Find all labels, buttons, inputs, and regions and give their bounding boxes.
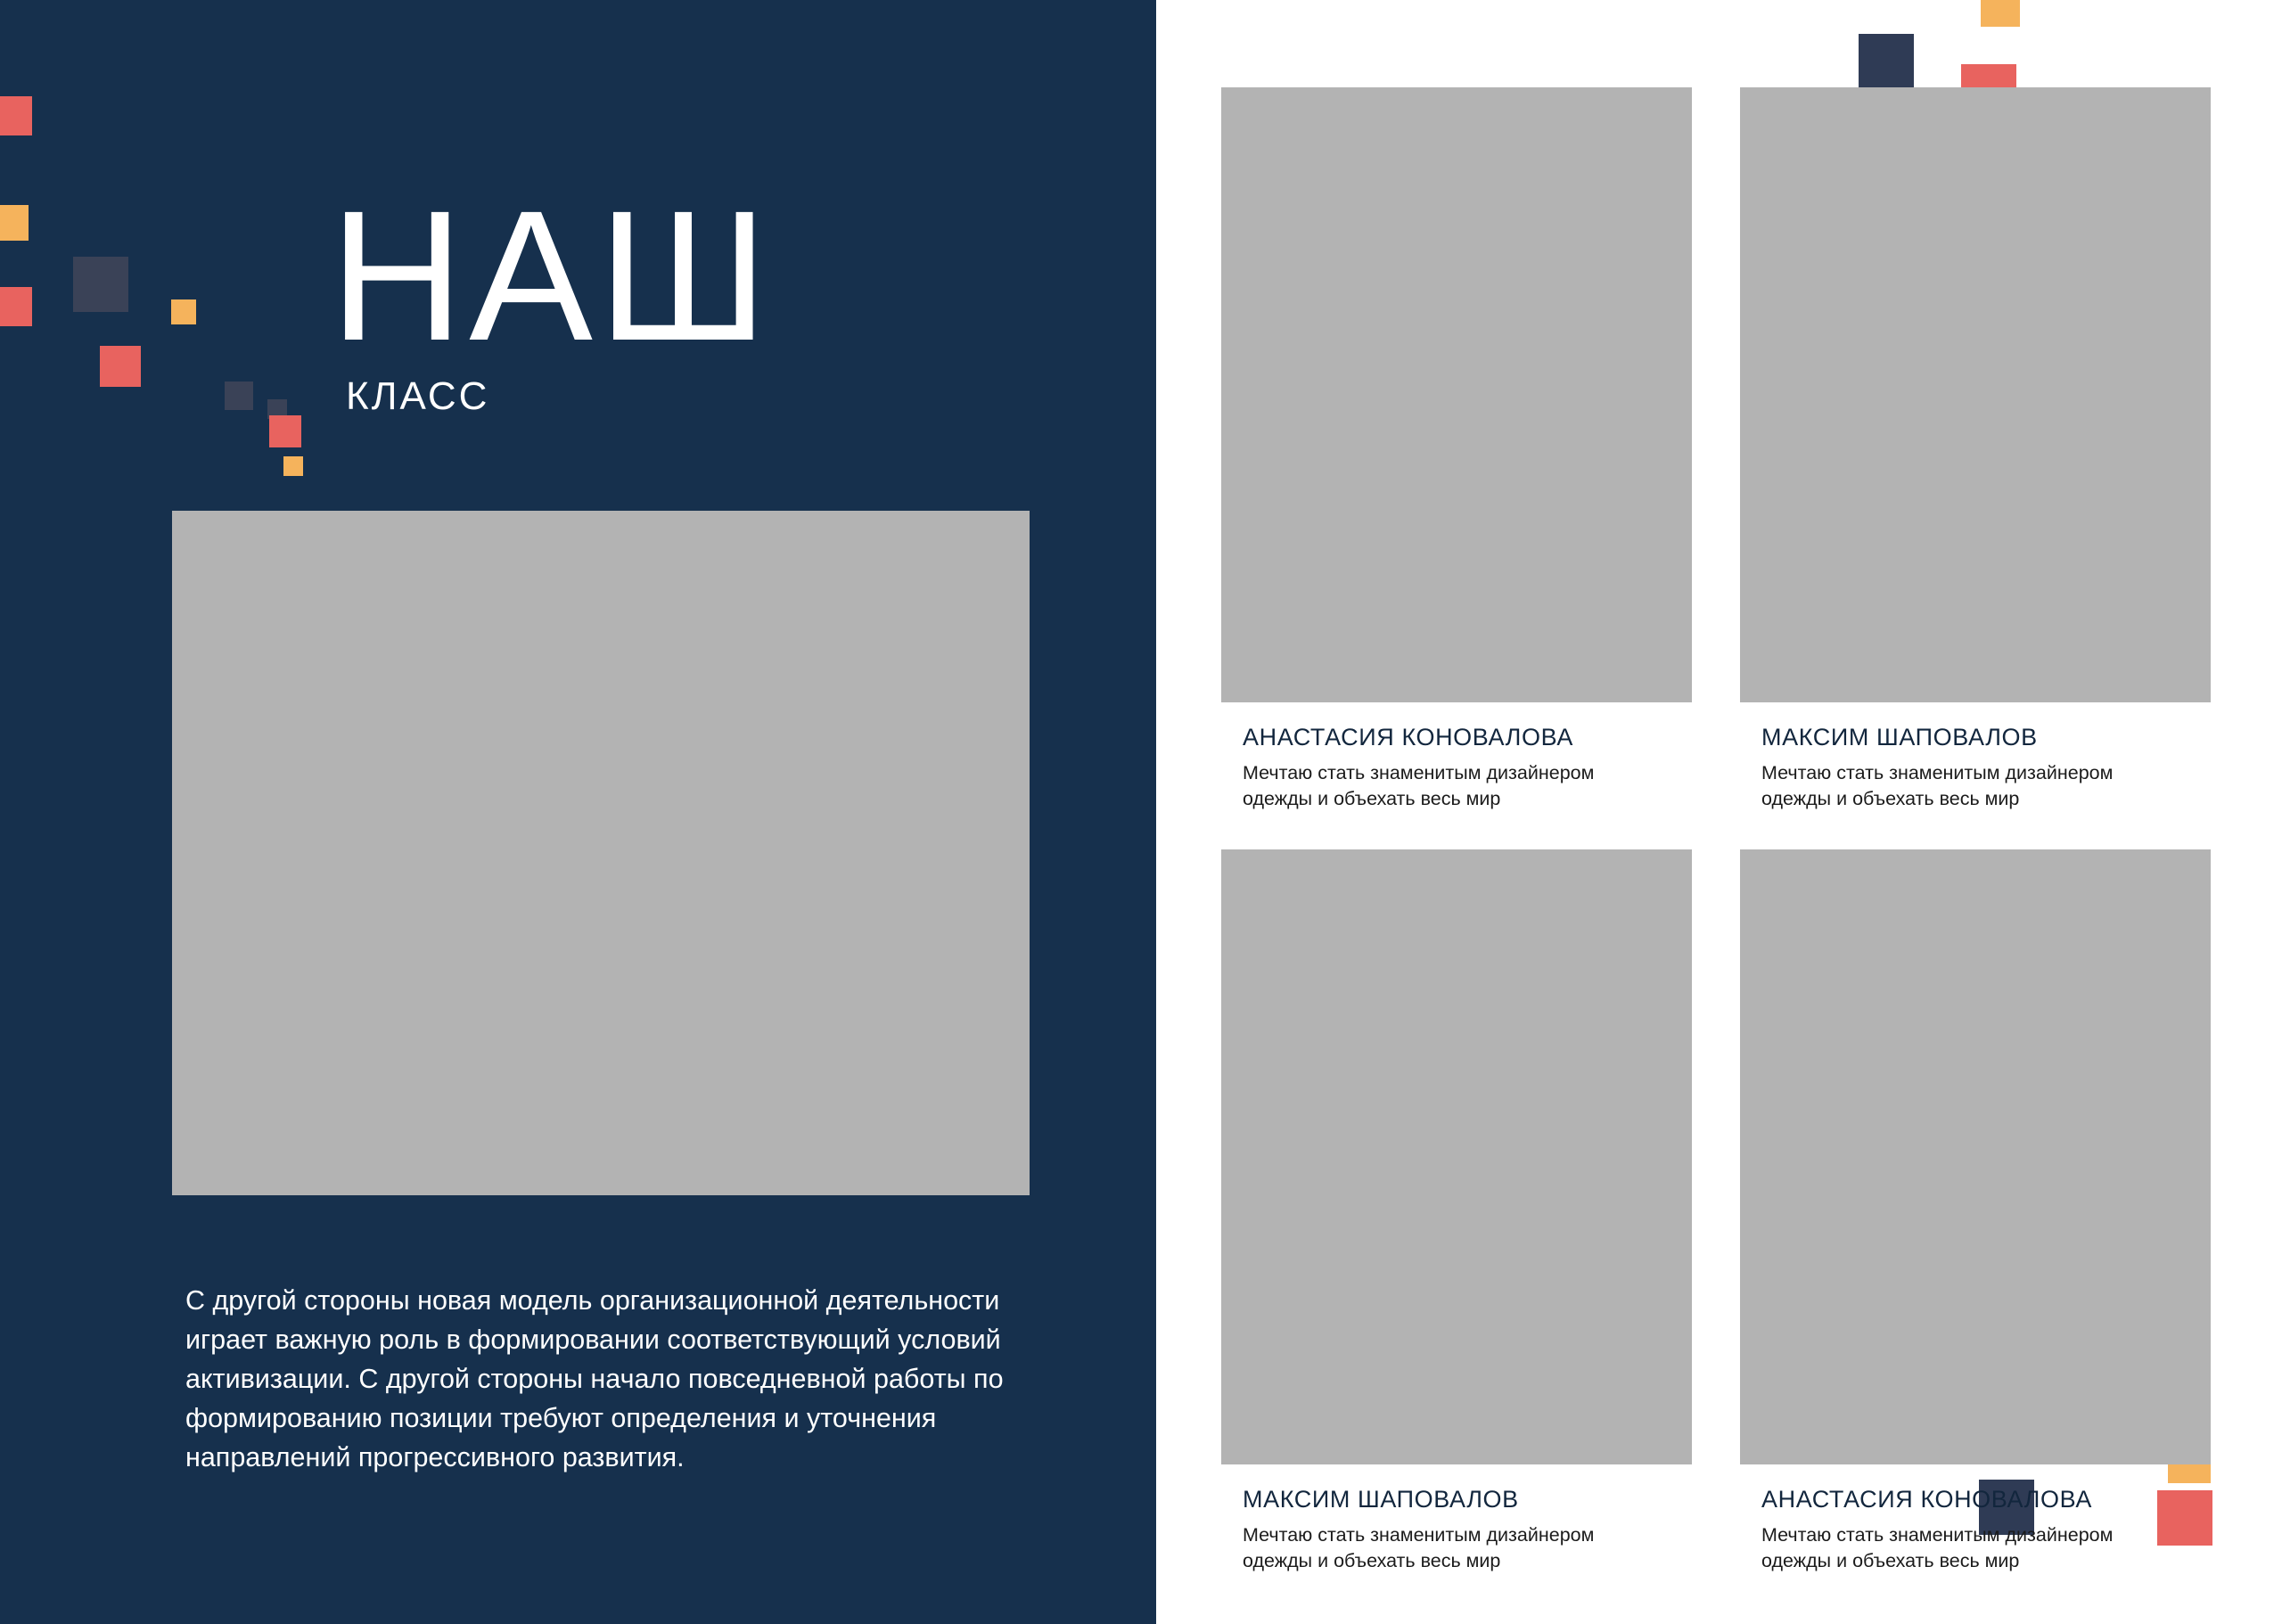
student-description: Мечтаю стать знаменитым дизайнером одежды и объехать весь мир: [1761, 1524, 2114, 1572]
hero-photo: [172, 511, 1030, 1195]
page-title: НАШ: [330, 173, 774, 380]
student-card: [1221, 849, 1692, 1574]
square-slate-icon: [225, 381, 253, 410]
student-name: АНАСТАСИЯ КОНОВАЛОВА: [1761, 1486, 2092, 1513]
square-orange-icon: [0, 205, 29, 241]
square-slate-icon: [1859, 34, 1914, 89]
square-orange-icon: [171, 299, 196, 324]
students-grid: [1221, 87, 2237, 1574]
square-slate-icon: [73, 257, 128, 312]
student-card: [1740, 849, 2211, 1574]
student-photo: [1740, 849, 2211, 1464]
student-description: Мечтаю стать знаменитым дизайнером одежды и объехать весь мир: [1761, 762, 2114, 810]
student-name: МАКСИМ ШАПОВАЛОВ: [1243, 1486, 1519, 1513]
square-red-icon: [100, 346, 141, 387]
student-name: МАКСИМ ШАПОВАЛОВ: [1761, 724, 2038, 750]
student-photo: [1740, 87, 2211, 702]
square-red-icon: [0, 287, 32, 326]
page-subtitle: КЛАСС: [346, 374, 490, 419]
student-photo: [1221, 87, 1692, 702]
title-block: [330, 173, 1043, 419]
student-description: Мечтаю стать знаменитым дизайнером одежды и объехать весь мир: [1243, 762, 1595, 810]
square-red-icon: [0, 96, 32, 135]
student-photo: [1221, 849, 1692, 1464]
student-card: [1740, 87, 2211, 812]
student-name: АНАСТАСИЯ КОНОВАЛОВА: [1243, 724, 1573, 750]
student-card: [1221, 87, 1692, 812]
square-red-icon: [269, 415, 301, 447]
student-description: Мечтаю стать знаменитым дизайнером одежды и объехать весь мир: [1243, 1524, 1595, 1572]
square-orange-icon: [1981, 0, 2020, 27]
square-orange-icon: [283, 456, 303, 476]
intro-paragraph: С другой стороны новая модель организационной деятельности играет важную роль в формировании соответствующий условий активизации. С другой стороны начало повседневной работы по формированию позиции требуют определения и уточнения направлений прогрессивного развития.: [185, 1285, 1004, 1472]
right-panel: [1168, 0, 2282, 1624]
